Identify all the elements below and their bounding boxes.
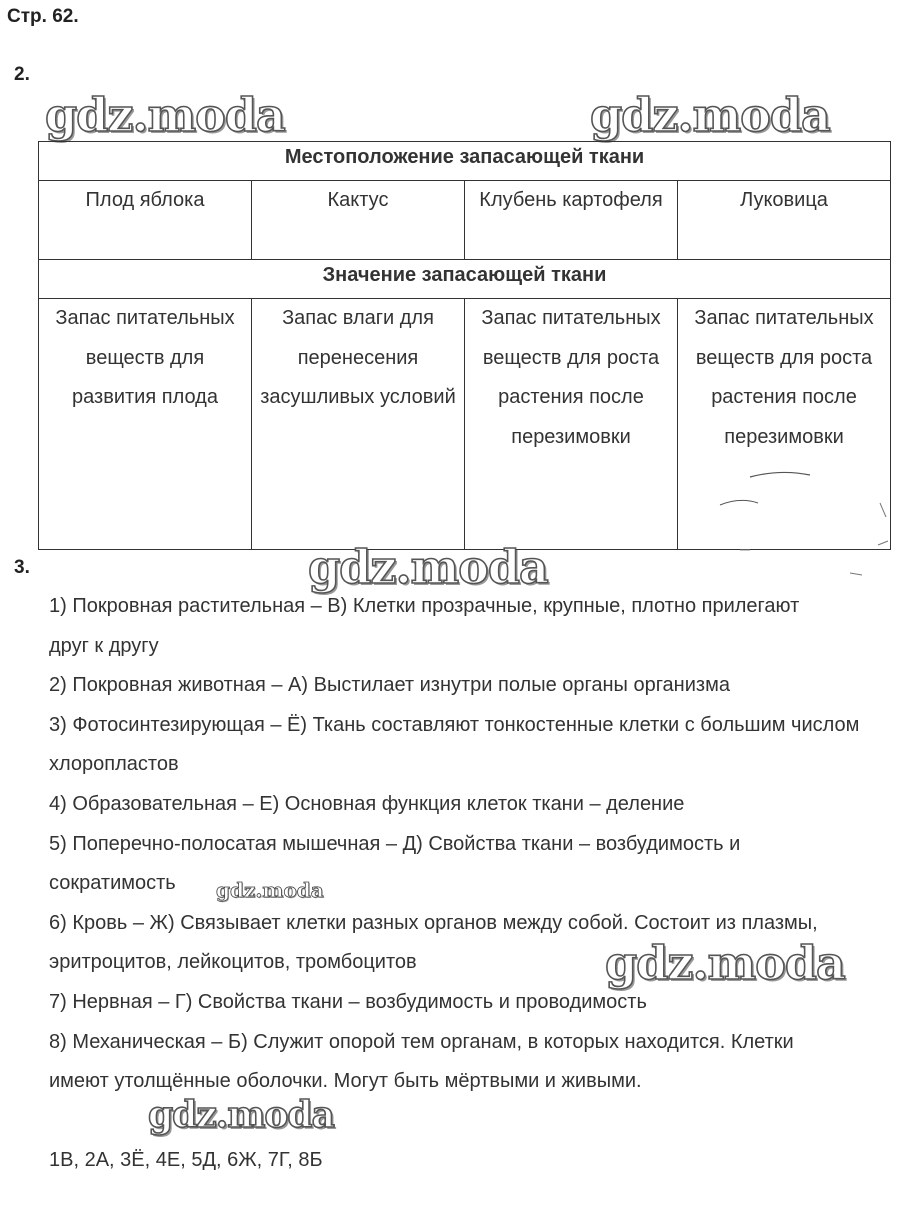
- answer-item: 8) Механическая – Б) Служит опорой тем органам, в которых находится. Клетки имеют утолщённые оболочки. Могут быть мёртвыми и живыми.: [49, 1030, 794, 1093]
- watermark: gdz.moda: [148, 1094, 334, 1136]
- value-cell-potato: Запас питательных веществ для роста растения после перезимовки: [465, 299, 678, 550]
- location-header: Местоположение запасающей ткани: [39, 142, 891, 181]
- value-cell-cactus: Запас влаги для перенесения засушливых условий: [252, 299, 465, 550]
- value-cell-apple: Запас питательных веществ для развития плода: [39, 299, 252, 550]
- location-cell-potato: Клубень картофеля: [465, 181, 678, 260]
- scribble-mark: [680, 455, 900, 585]
- watermark: gdz.moda: [308, 540, 548, 594]
- location-cell-bulb: Луковица: [678, 181, 891, 260]
- answer-item: 5) Поперечно-полосатая мышечная – Д) Свойства ткани – возбудимость и сократимость: [49, 832, 741, 895]
- answer-summary: 1В, 2А, 3Ё, 4Е, 5Д, 6Ж, 7Г, 8Б: [49, 1148, 323, 1171]
- task-2-number: 2.: [14, 64, 30, 85]
- answer-item: 4) Образовательная – Е) Основная функция клеток ткани – деление: [49, 792, 685, 815]
- value-cell-bulb: Запас питательных веществ для роста растения после перезимовки: [678, 299, 891, 550]
- watermark: gdz.moda: [590, 88, 830, 142]
- value-header: Значение запасающей ткани: [39, 260, 891, 299]
- page-header: Стр. 62.: [7, 6, 79, 27]
- task-3-number: 3.: [14, 557, 30, 578]
- answer-item: 7) Нервная – Г) Свойства ткани – возбудимость и проводимость: [49, 990, 647, 1013]
- location-cell-cactus: Кактус: [252, 181, 465, 260]
- answer-item: 3) Фотосинтезирующая – Ё) Ткань составляют тонкостенные клетки с большим числом хлоропластов: [49, 713, 860, 776]
- task-3-answers: [49, 587, 909, 1180]
- watermark: gdz.moda: [216, 878, 324, 902]
- location-cell-apple: Плод яблока: [39, 181, 252, 260]
- watermark: gdz.moda: [45, 88, 285, 142]
- answer-item: 2) Покровная животная – А) Выстилает изнутри полые органы организма: [49, 674, 730, 697]
- answer-item: 6) Кровь – Ж) Связывает клетки разных органов между собой. Состоит из плазмы, эритроцитов, лейкоцитов, тромбоцитов: [49, 911, 818, 974]
- answer-item: 1) Покровная растительная – В) Клетки прозрачные, крупные, плотно прилегают друг к другу: [49, 595, 800, 657]
- watermark: gdz.moda: [605, 936, 845, 990]
